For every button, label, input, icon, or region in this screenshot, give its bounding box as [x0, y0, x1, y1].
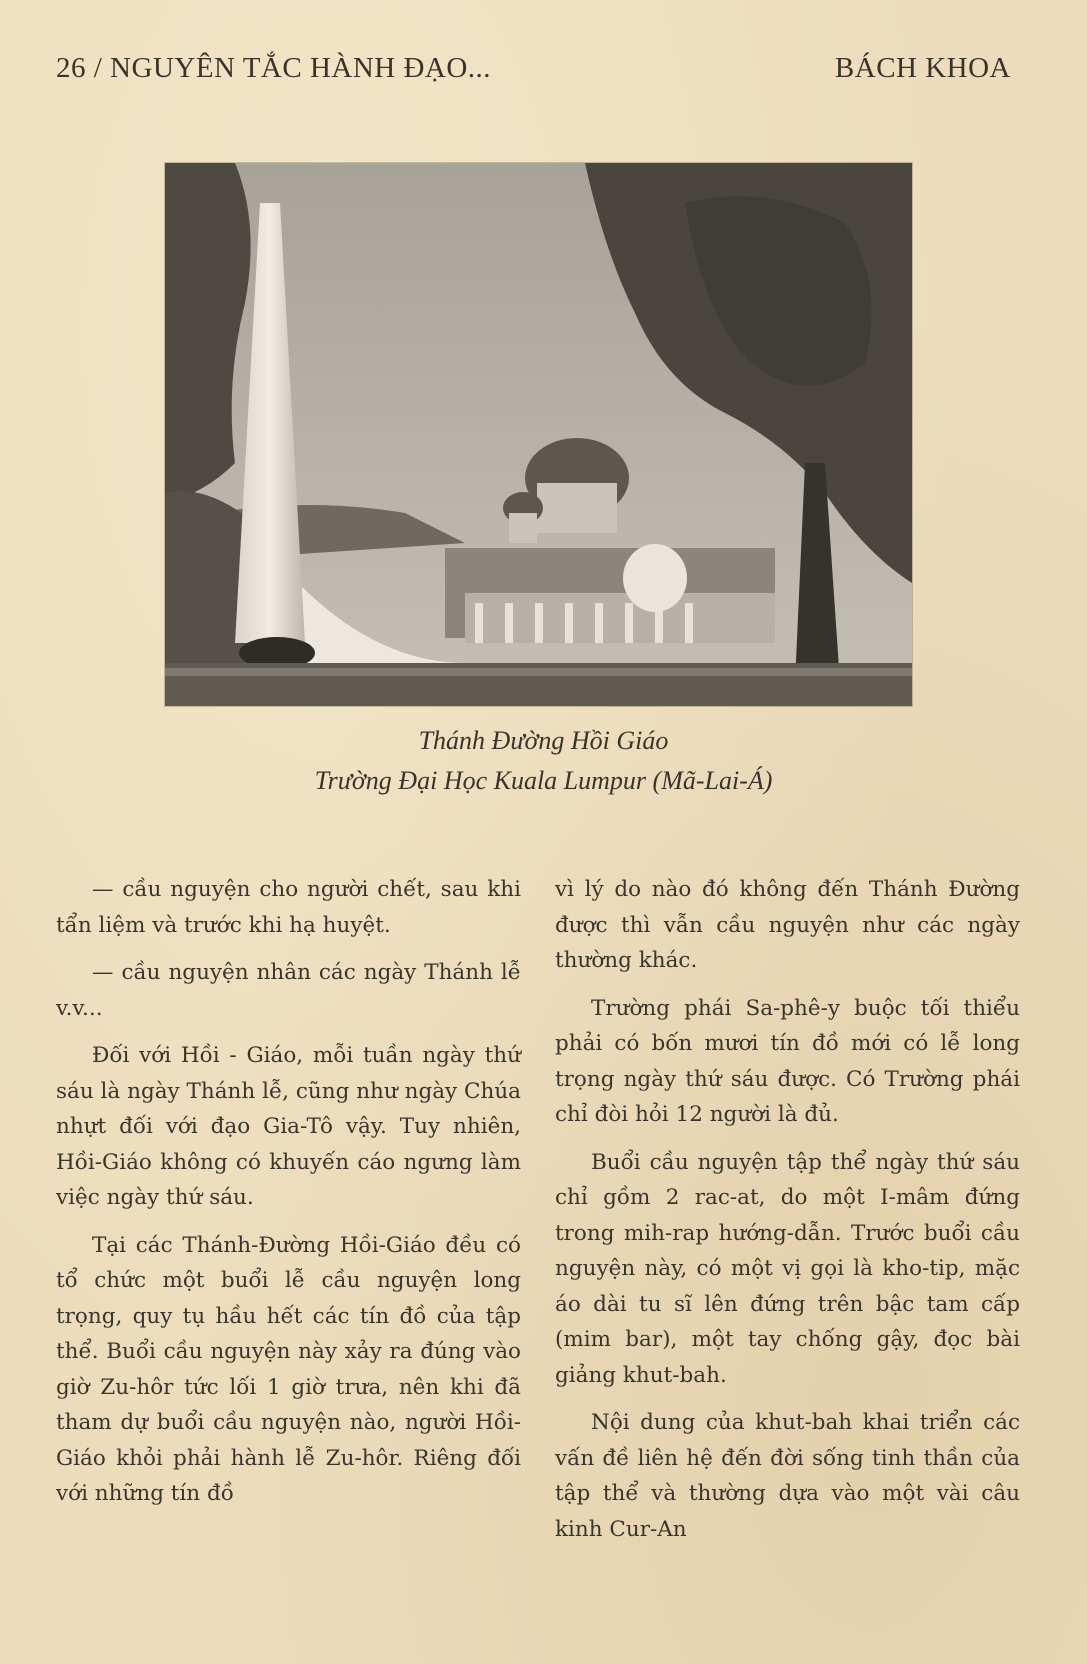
paragraph: Trường phái Sa-phê-y buộc tối thiểu phải có bốn mươi tín đồ mới có lễ long trọng ngày thứ sáu được. Có Trường phái chỉ đòi hỏi 12 người là đủ. [555, 995, 1020, 1127]
left-text-column [56, 872, 521, 1524]
photo-caption-title: Thánh Đường Hồi Giáo [418, 726, 669, 755]
paragraph: Đối với Hồi - Giáo, mỗi tuần ngày thứ sáu là ngày Thánh lễ, cũng như ngày Chúa nhựt đối với đạo Gia-Tô vậy. Tuy nhiên, Hồi-Giáo không có khuyến cáo ngưng làm việc ngày thứ sáu. [56, 1043, 521, 1210]
paragraph: Tại các Thánh-Đường Hồi-Giáo đều có tổ chức một buổi lễ cầu nguyện long trọng, quy tụ hầu hết các tín đồ của tập thể. Buổi cầu nguyện này xảy ra đúng vào giờ Zu-hôr tức lối 1 giờ trưa, nên khi đã tham dự buổi cầu nguyện nào, người Hồi-Giáo khỏi phải hành lễ Zu-hôr. Riêng đối với những tín đồ [56, 1232, 521, 1506]
paragraph: — cầu nguyện nhân các ngày Thánh lễ v.v... [56, 960, 521, 1021]
right-text-column [555, 872, 1020, 1559]
paragraph: — cầu nguyện cho người chết, sau khi tẩn liệm và trước khi hạ huyệt. [56, 877, 521, 938]
mosque-photo-image [165, 163, 912, 706]
paragraph: vì lý do nào đó không đến Thánh Đường được thì vẫn cầu nguyện như các ngày thường khác. [555, 877, 1020, 973]
paragraph: Nội dung của khut-bah khai triển các vấn đề liên hệ đến đời sống tinh thần của tập thể và thường dựa vào một vài câu kinh Cur-An [555, 1410, 1020, 1542]
photo-caption-location: Trường Đại Học Kuala Lumpur (Mã-Lai-Á) [314, 766, 773, 795]
running-header [52, 52, 1035, 92]
magazine-title: BÁCH KHOA [834, 52, 1011, 84]
page-number-and-article-title: 26 / NGUYÊN TẮC HÀNH ĐẠO... [56, 52, 492, 84]
paragraph: Buổi cầu nguyện tập thể ngày thứ sáu chỉ gồm 2 rac-at, do một I-mâm đứng trong mih-rap hướng-dẫn. Trước buổi cầu nguyện này, có một vị gọi là kho-tip, mặc áo dài tu sĩ lên đứng trên bậc tam cấp (mim bar), một tay chống gậy, đọc bài giảng khut-bah. [555, 1149, 1020, 1388]
mosque-photo [165, 163, 912, 706]
